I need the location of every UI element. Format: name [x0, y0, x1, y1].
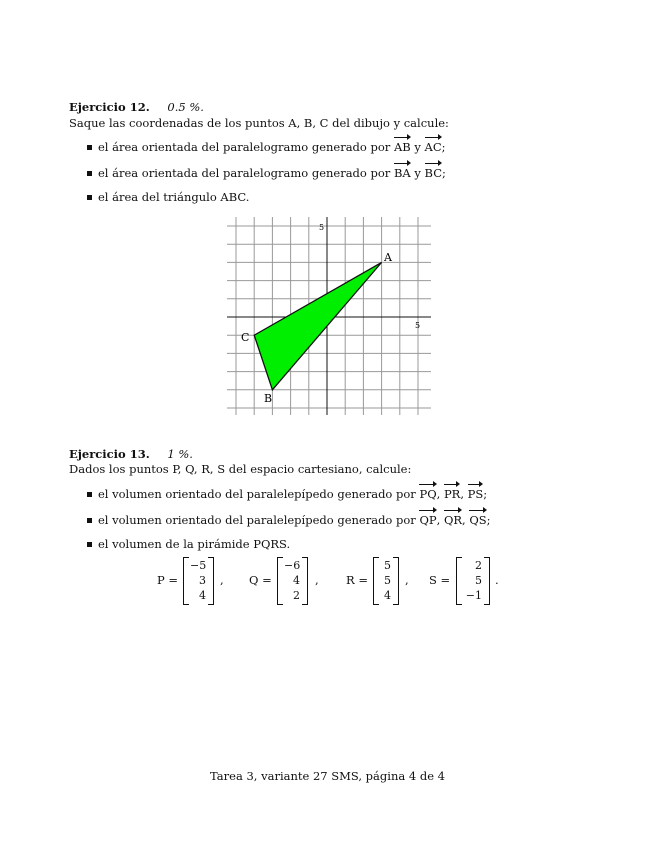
- bullet-icon: [87, 171, 92, 176]
- exercise-13-item-2: [87, 513, 491, 527]
- right-bracket: [208, 557, 214, 605]
- matrix-cell: −5: [190, 559, 207, 572]
- item-text: el volumen orientado del paralelepípedo generado por: [98, 513, 420, 527]
- matrix-label: Q =: [249, 573, 272, 587]
- exercise-12-title: Ejercicio 12.: [69, 100, 150, 114]
- vector-ab: AB: [393, 140, 411, 154]
- exercise-12-item-1: [87, 140, 446, 154]
- exercise-12-item-2: [87, 166, 446, 180]
- exercise-12-intro: Saque las coordenadas de los puntos A, B, C del dibujo y calcule:: [69, 116, 449, 130]
- item-punct: ;: [442, 166, 446, 180]
- right-bracket: [484, 557, 490, 605]
- item-connector: y: [410, 140, 425, 154]
- right-bracket: [393, 557, 399, 605]
- y-tick-label: 5: [319, 223, 325, 232]
- vector-ba: BA: [393, 166, 411, 180]
- exercise-12-item-3: [87, 190, 249, 204]
- matrix-cells: [284, 558, 300, 603]
- item-sep: ,: [462, 513, 470, 527]
- item-sep: ,: [436, 487, 444, 501]
- point-c-label: C: [241, 331, 250, 344]
- matrix-cell: 5: [384, 574, 391, 587]
- bullet-icon: [87, 492, 92, 497]
- exercise-13-item-1: [87, 487, 487, 501]
- matrix-cell: 2: [293, 589, 300, 602]
- point-b-label: B: [264, 392, 273, 405]
- item-text: el área orientada del paralelogramo generado por: [98, 166, 394, 180]
- vector-qs: QS: [469, 513, 487, 527]
- vector-qr: QR: [443, 513, 463, 527]
- bullet-icon: [87, 195, 92, 200]
- triangle-figure: [220, 214, 440, 420]
- triangle-abc: [254, 262, 381, 389]
- exercise-12-weight: 0.5 %.: [167, 100, 204, 114]
- matrix-label: P =: [157, 573, 179, 587]
- left-bracket: [277, 557, 283, 605]
- vector-bc: BC: [424, 166, 442, 180]
- item-connector: y: [410, 166, 425, 180]
- page-footer: Tarea 3, variante 27 SMS, página 4 de 4: [210, 769, 445, 783]
- item-text: el volumen de la pirámide PQRS.: [98, 537, 291, 551]
- x-tick-label: 5: [415, 321, 421, 330]
- matrix-trail: ,: [315, 573, 319, 587]
- item-sep: ,: [460, 487, 468, 501]
- item-sep: ,: [436, 513, 444, 527]
- matrix-cell: 4: [384, 589, 391, 602]
- vector-pq: PQ: [419, 487, 437, 501]
- vector-ps: PS: [467, 487, 484, 501]
- left-bracket: [183, 557, 189, 605]
- exercise-13-item-3: [87, 537, 290, 551]
- matrix-cells: [463, 558, 482, 603]
- bullet-icon: [87, 542, 92, 547]
- item-text: el área del triángulo ABC.: [98, 190, 250, 204]
- matrix-cells: [190, 558, 206, 603]
- exercise-12-heading: [69, 100, 204, 114]
- matrix-trail: ,: [405, 573, 409, 587]
- right-bracket: [302, 557, 308, 605]
- exercise-13-weight: 1 %.: [167, 447, 193, 461]
- item-text: el área orientada del paralelogramo generado por: [98, 140, 394, 154]
- item-punct: ;: [483, 487, 488, 501]
- matrix-label: S =: [429, 573, 451, 587]
- matrix-cell: 3: [199, 574, 206, 587]
- matrix-label: R =: [346, 573, 368, 587]
- vector-pr: PR: [443, 487, 461, 501]
- bullet-icon: [87, 518, 92, 523]
- matrix-cell: 4: [293, 574, 300, 587]
- matrix-cell: 5: [475, 574, 482, 587]
- item-text: el volumen orientado del paralelepípedo generado por: [98, 487, 420, 501]
- exercise-13-intro: Dados los puntos P, Q, R, S del espacio cartesiano, calcule:: [69, 462, 412, 476]
- item-punct: ;: [486, 513, 491, 527]
- matrix-cell: 2: [475, 559, 482, 572]
- left-bracket: [456, 557, 462, 605]
- matrix-trail: ,: [220, 573, 224, 587]
- exercise-13-heading: [69, 447, 193, 461]
- matrix-cells: [379, 558, 391, 603]
- item-punct: ;: [441, 140, 446, 154]
- vector-qp: QP: [419, 513, 437, 527]
- matrix-trail: .: [495, 573, 499, 587]
- matrix-cell: 4: [199, 589, 206, 602]
- matrix-cell: −1: [465, 589, 482, 602]
- exercise-13-title: Ejercicio 13.: [69, 447, 150, 461]
- point-a-label: A: [384, 251, 392, 264]
- matrix-cell: −6: [284, 559, 301, 572]
- matrix-cell: 5: [384, 559, 391, 572]
- point-matrices: [0, 557, 655, 607]
- vector-ac: AC: [424, 140, 442, 154]
- bullet-icon: [87, 145, 92, 150]
